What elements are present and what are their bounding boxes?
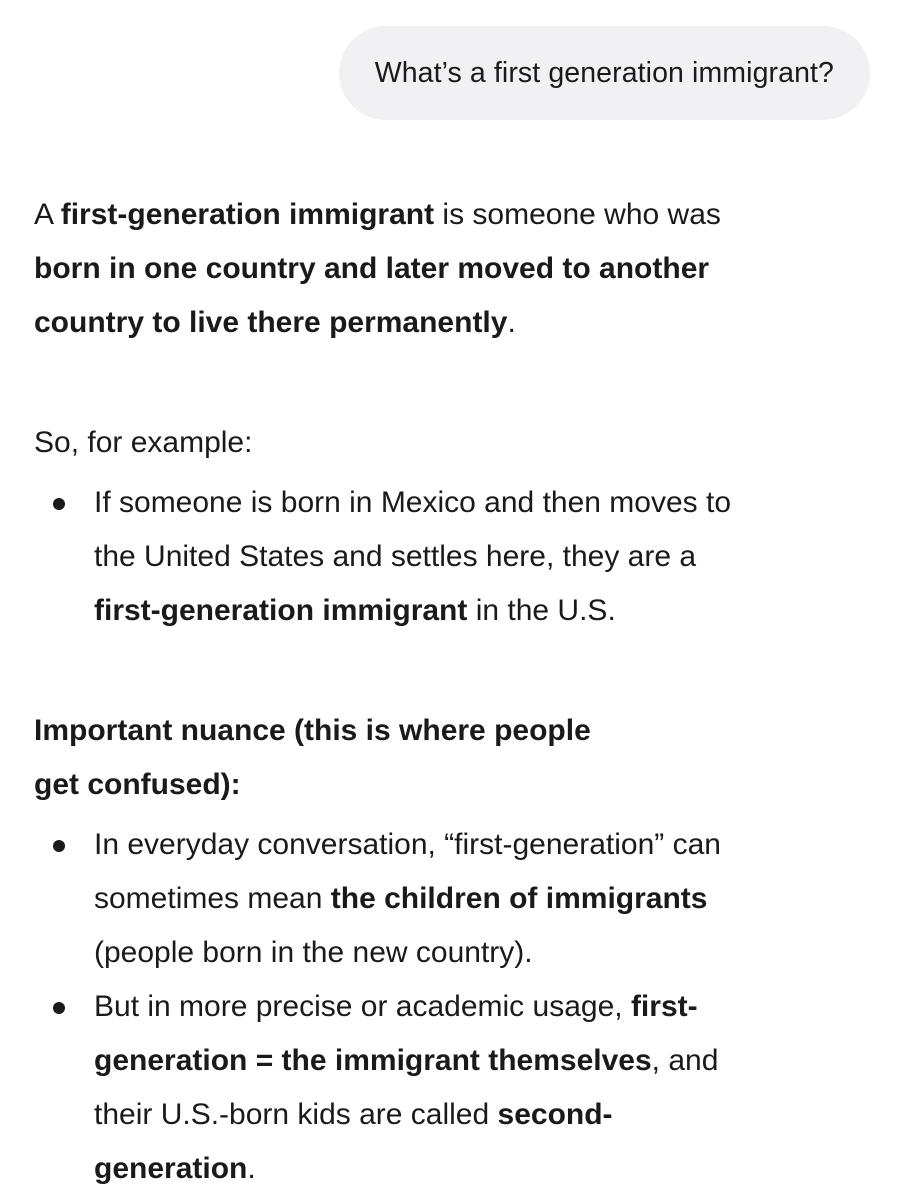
assistant-response [34,188,864,1196]
nuance-heading-line-2: get confused): [34,768,241,801]
nuance-emphasis: generation = the immigrant themselves [94,1044,652,1077]
example-text: in the U.S. [467,594,616,627]
definition-line-3 [34,296,864,350]
nuance-emphasis: second- [497,1098,613,1131]
nuance-1-line-3: (people born in the new country). [94,936,533,969]
nuance-text: , and [651,1044,719,1077]
nuance-2-line-4 [94,1142,864,1196]
nuance-2-line-2 [94,1034,864,1088]
nuance-1-line-2 [94,872,864,926]
example-lead: So, for example: [34,426,253,459]
nuance-list [34,818,864,1196]
nuance-heading [34,704,864,812]
nuance-text: . [247,1152,256,1185]
term-emphasis: first-generation immigrant [60,198,435,231]
nuance-emphasis: the children of immigrants [330,882,708,915]
nuance-2-line-3 [94,1088,864,1142]
nuance-text: their U.S.-born kids are called [94,1098,498,1131]
definition-text: . [507,306,516,339]
nuance-2-line-1 [94,980,864,1034]
nuance-emphasis: first- [630,990,698,1023]
definition-line-2 [34,242,864,296]
example-list [34,476,864,638]
list-item [34,818,864,980]
example-line-1: If someone is born in Mexico and then moves to [94,486,732,519]
definition-emphasis: country to live there permanently [34,306,508,339]
definition-emphasis: born in one country and later moved to another [34,252,710,285]
definition-text: is someone who was [434,198,721,231]
bullet-icon [53,840,65,852]
list-item [34,476,864,638]
nuance-text: sometimes mean [94,882,331,915]
nuance-text: But in more precise or academic usage, [94,990,631,1023]
nuance-heading-line-1: Important nuance (this is where people [34,714,591,747]
nuance-1-line-1: In everyday conversation, “first-generation” can [94,828,721,861]
bullet-icon [53,1002,65,1014]
example-line-3 [94,584,864,638]
example-line-2: the United States and settles here, they are a [94,540,697,573]
list-item [34,980,864,1196]
user-message-text: What’s a first generation immigrant? [374,56,834,89]
bullet-icon [53,498,65,510]
nuance-emphasis: generation [94,1152,248,1185]
term-emphasis: first-generation immigrant [94,594,468,627]
user-message-bubble [339,26,870,120]
definition-text: A [34,198,61,231]
definition-paragraph [34,188,864,350]
definition-line-1 [34,188,864,242]
